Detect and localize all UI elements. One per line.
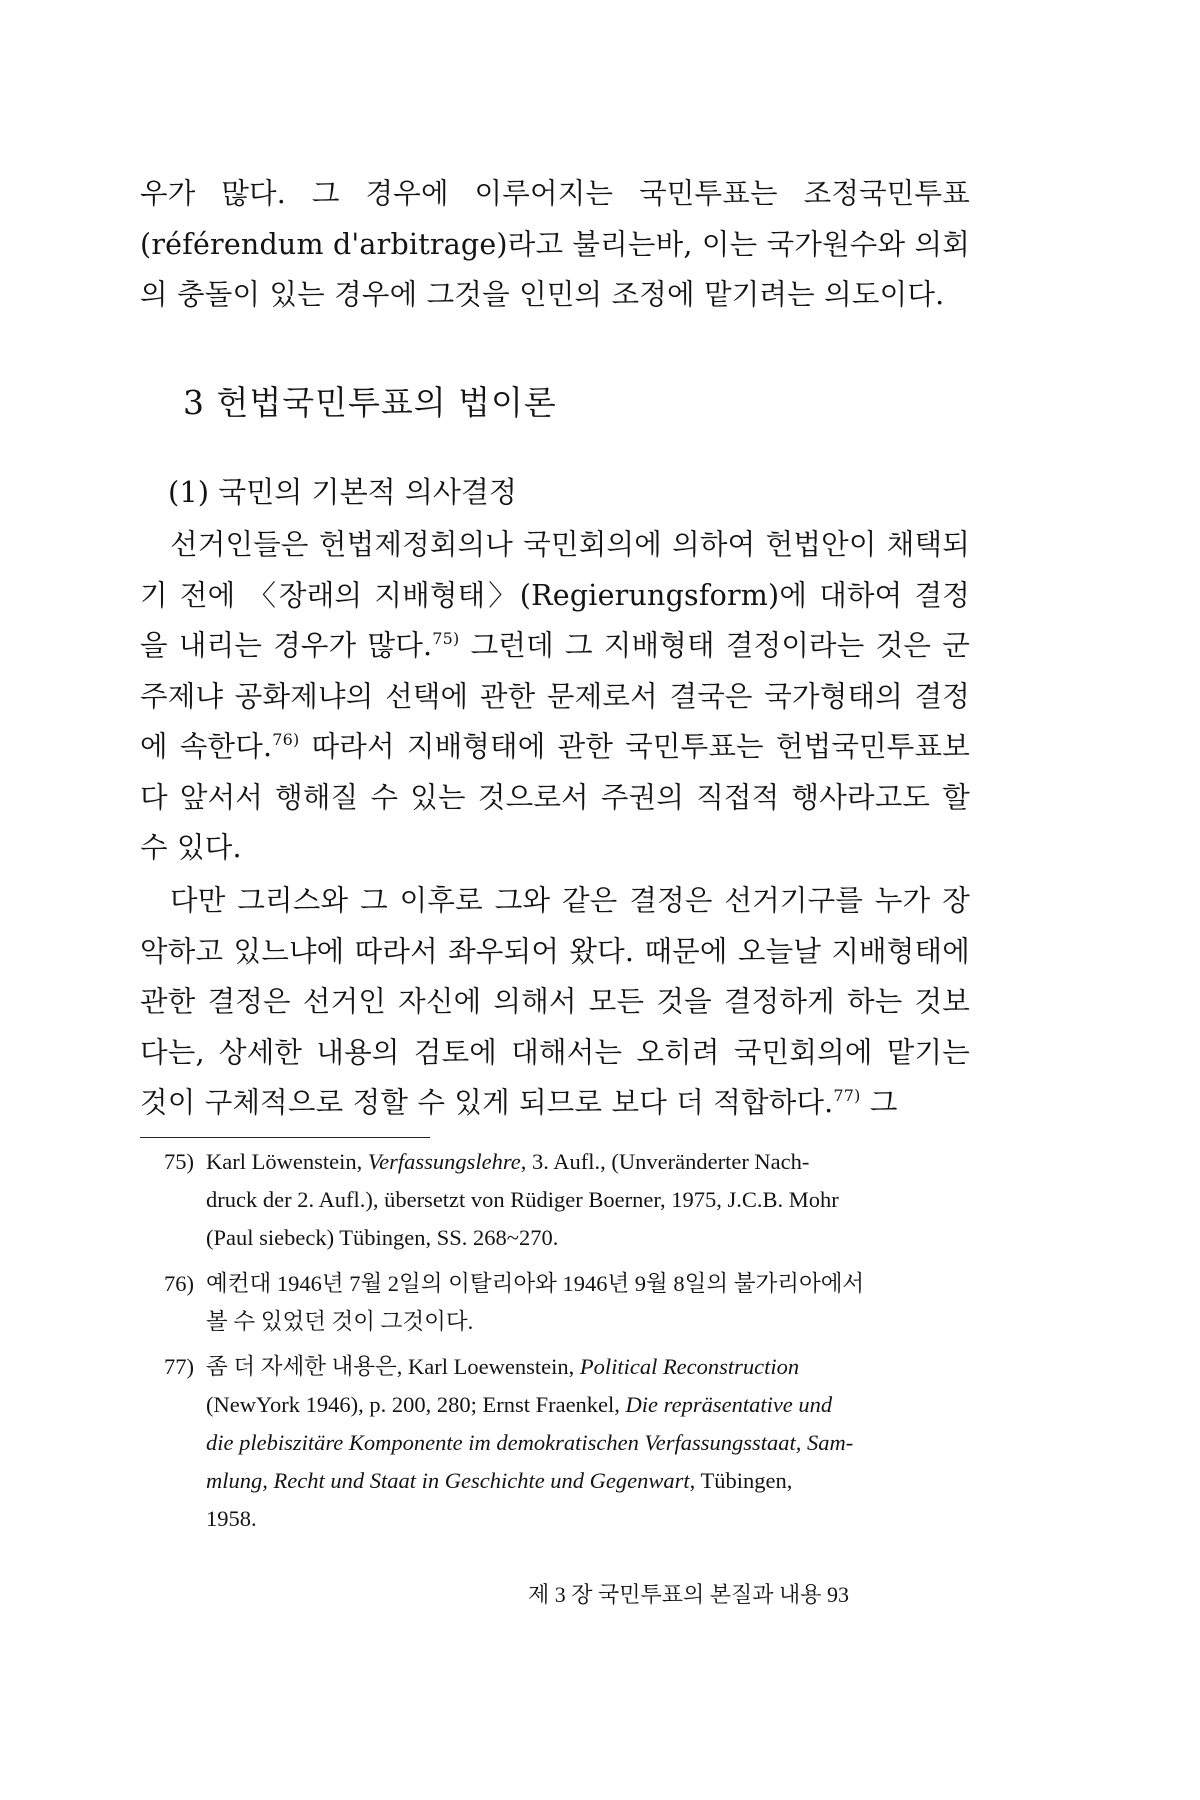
footnote-text: (Paul siebeck) Tübingen, SS. 268~270. (206, 1225, 559, 1250)
subsection-title: (1) 국민의 기본적 의사결정 (168, 475, 517, 509)
book-title: die plebiszitäre Komponente im demokratischen Verfassungsstaat, Sam- (206, 1430, 854, 1455)
paragraph-text: 따라서 지배형태에 관한 국민투표는 헌법국민투표보다 앞서서 행해질 수 있는 것으로서 주권의 직접적 행사라고도 할 수 있다. (140, 730, 970, 864)
footnote-ref-76[interactable]: 76) (272, 730, 300, 749)
book-title: mlung, Recht und Staat in Geschichte und Gegenwart (206, 1468, 690, 1493)
body-paragraph-basic-decision (140, 520, 970, 874)
body-paragraph-greece (140, 876, 970, 1129)
book-title: Political Reconstruction (579, 1354, 800, 1379)
footnote-text: 볼 수 있었던 것이 그것이다. (206, 1309, 474, 1334)
footnote-text: 1958. (206, 1506, 257, 1531)
footnote-text: 좀 더 자세한 내용은, Karl Loewenstein, (206, 1354, 580, 1379)
footnote-number: 75) (164, 1149, 194, 1174)
footnote-text: 예컨대 1946년 7월 2일의 이탈리아와 1946년 9월 8일의 불가리아에서 (206, 1271, 865, 1296)
footnote-text: , Tübingen, (689, 1468, 793, 1493)
footnote-ref-77[interactable]: 77) (833, 1086, 861, 1105)
paragraph-text: 그 (860, 1086, 898, 1119)
footnote-number: 76) (164, 1271, 194, 1296)
paragraph-text: 그런데 그 지배형태 결정이라는 것은 군주제냐 공화제냐의 선택에 관한 문제로서 결국은 국가형태의 결정에 속한다. (140, 629, 970, 763)
section-title: 3 헌법국민투표의 법이론 (183, 383, 557, 422)
running-footer: 제 3 장 국민투표의 본질과 내용 93 (528, 1582, 850, 1607)
footnote-number: 77) (164, 1354, 194, 1379)
footnote-77 (164, 1348, 979, 1538)
footnote-text: Karl Löwenstein, (206, 1149, 368, 1174)
footnote-ref-75[interactable]: 75) (432, 629, 460, 648)
footnote-text: druck der 2. Aufl.), übersetzt von Rüdiger Boerner, 1975, J.C.B. Mohr (206, 1187, 839, 1212)
footnote-text: (NewYork 1946), p. 200, 280; Ernst Fraenkel, (206, 1392, 626, 1417)
book-title: Verfassungslehre (367, 1149, 521, 1174)
book-title: Die repräsentative und (625, 1392, 833, 1417)
footnote-75 (164, 1143, 979, 1257)
paragraph-text: 다만 그리스와 그 이후로 그와 같은 결정은 선거기구를 누가 장악하고 있느냐에 따라서 좌우되어 왔다. 때문에 오늘날 지배형태에 관한 결정은 선거인 자신에 의해서 모든 것을 결정하게 하는 것보다는, 상세한 내용의 검토에 대해서는 오히려 국민회의에 맡기는 것이 구체적으로 정할 수 있게 되므로 보다 더 적합하다. (140, 884, 970, 1119)
paragraph-text: 선거인들은 헌법제정회의나 국민회의에 의하여 헌법안이 채택되기 전에 〈장래의 지배형태〉(Regierungsform)에 대하여 결정을 내리는 경우가 많다. (140, 528, 970, 662)
footnote-76 (164, 1265, 979, 1341)
footnote-divider (140, 1137, 430, 1138)
footnote-text: , 3. Aufl., (Unveränderter Nach- (520, 1149, 810, 1174)
intro-paragraph: 우가 많다. 그 경우에 이루어지는 국민투표는 조정국민투표(référendum d'arbitrage)라고 불리는바, 이는 국가원수와 의회의 충돌이 있는 경우에 그것을 인민의 조정에 맡기려는 의도이다. (140, 177, 970, 311)
